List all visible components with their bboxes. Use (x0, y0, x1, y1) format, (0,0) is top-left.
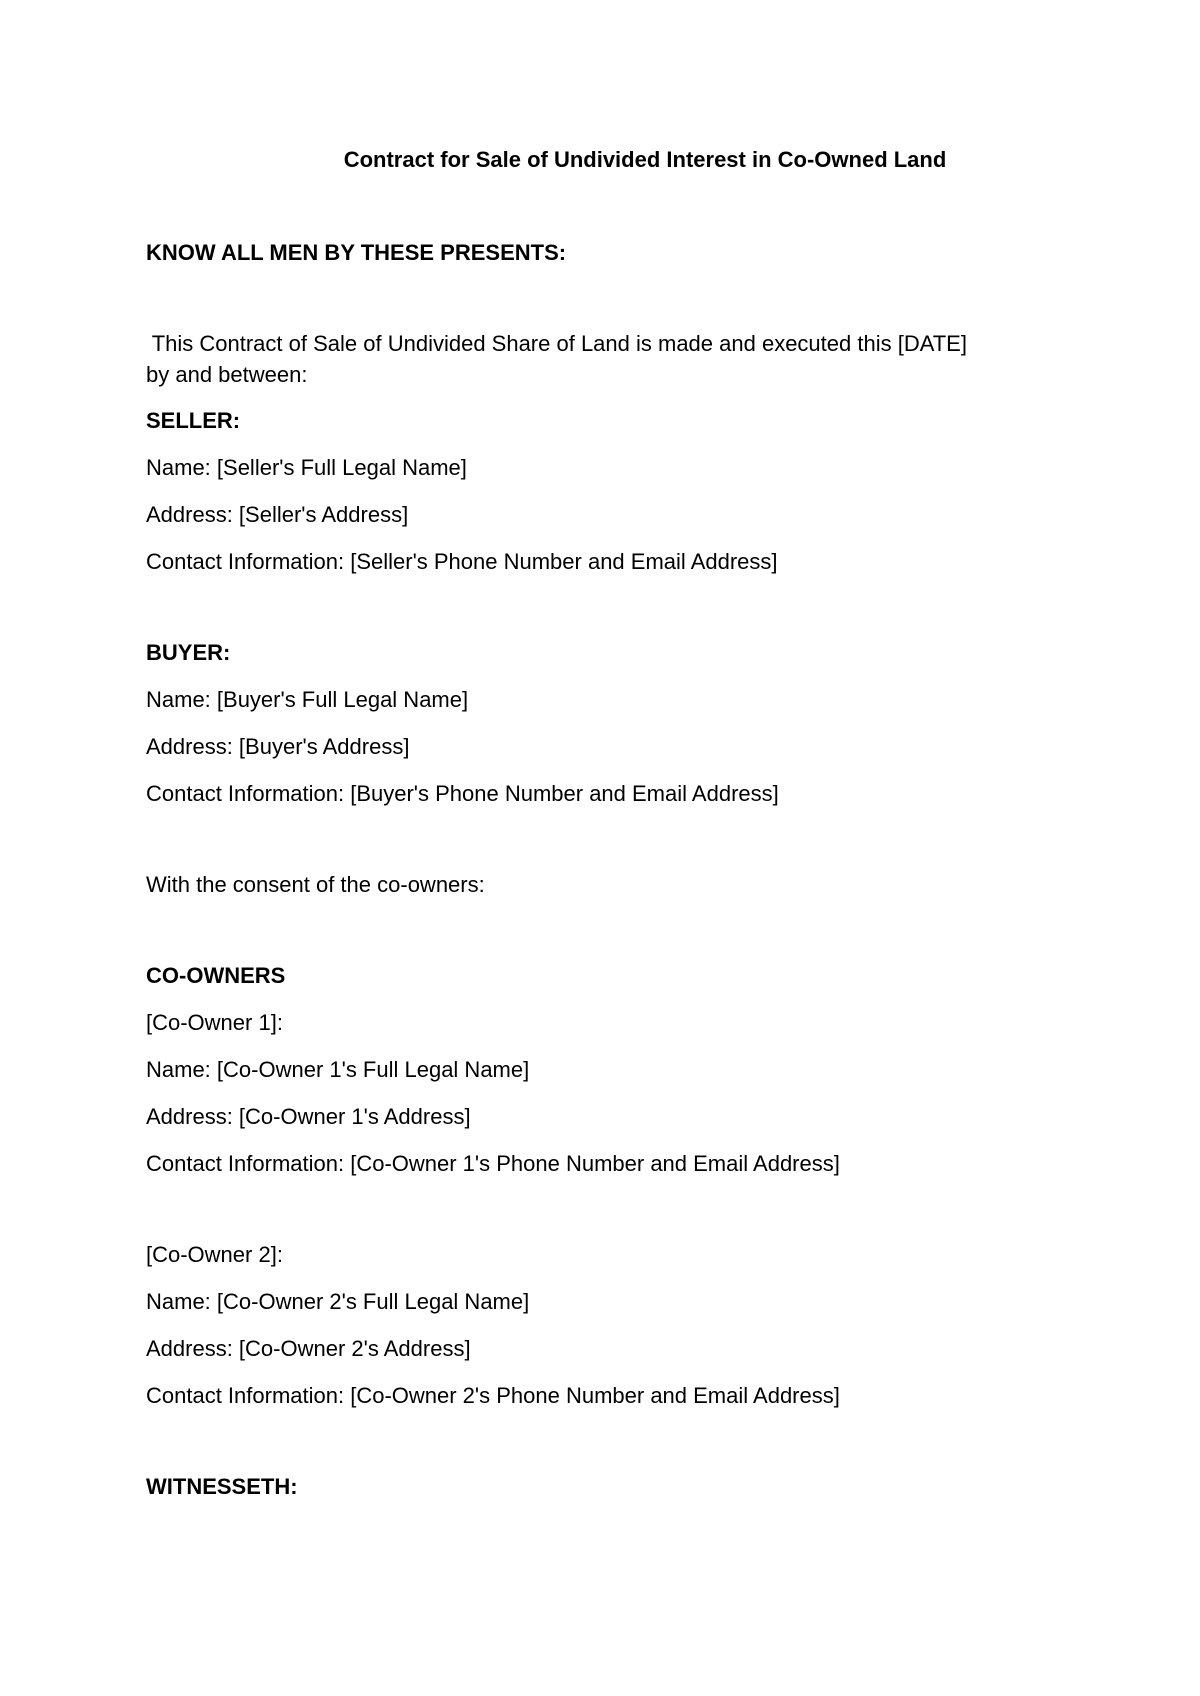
seller-contact: Contact Information: [Seller's Phone Number and Email Address] (146, 549, 778, 574)
co-owner-2-label: [Co-Owner 2]: (146, 1242, 283, 1267)
consent-text: With the consent of the co-owners: (146, 872, 485, 897)
witnesseth-heading: WITNESSETH: (146, 1474, 298, 1499)
co-owner-1-contact: Contact Information: [Co-Owner 1's Phone Number and Email Address] (146, 1151, 840, 1176)
seller-address: Address: [Seller's Address] (146, 502, 409, 527)
buyer-contact: Contact Information: [Buyer's Phone Number and Email Address] (146, 781, 779, 806)
co-owner-2-name: Name: [Co-Owner 2's Full Legal Name] (146, 1289, 530, 1314)
co-owner-1-label: [Co-Owner 1]: (146, 1010, 283, 1035)
co-owner-2-address: Address: [Co-Owner 2's Address] (146, 1336, 471, 1361)
intro-text-line-2: by and between: (146, 362, 308, 387)
document-title: Contract for Sale of Undivided Interest in Co-Owned Land (343, 147, 947, 172)
buyer-address: Address: [Buyer's Address] (146, 734, 410, 759)
co-owner-1-name: Name: [Co-Owner 1's Full Legal Name] (146, 1057, 530, 1082)
seller-heading: SELLER: (146, 408, 241, 433)
co-owners-heading: CO-OWNERS (146, 963, 286, 988)
preamble-heading: KNOW ALL MEN BY THESE PRESENTS: (146, 240, 567, 265)
intro-text-line-1: This Contract of Sale of Undivided Share of Land is made and executed this [DATE] (146, 331, 967, 356)
buyer-name: Name: [Buyer's Full Legal Name] (146, 687, 469, 712)
buyer-heading: BUYER: (146, 640, 231, 665)
co-owner-1-address: Address: [Co-Owner 1's Address] (146, 1104, 471, 1129)
seller-name: Name: [Seller's Full Legal Name] (146, 455, 467, 480)
co-owner-2-contact: Contact Information: [Co-Owner 2's Phone Number and Email Address] (146, 1383, 840, 1408)
